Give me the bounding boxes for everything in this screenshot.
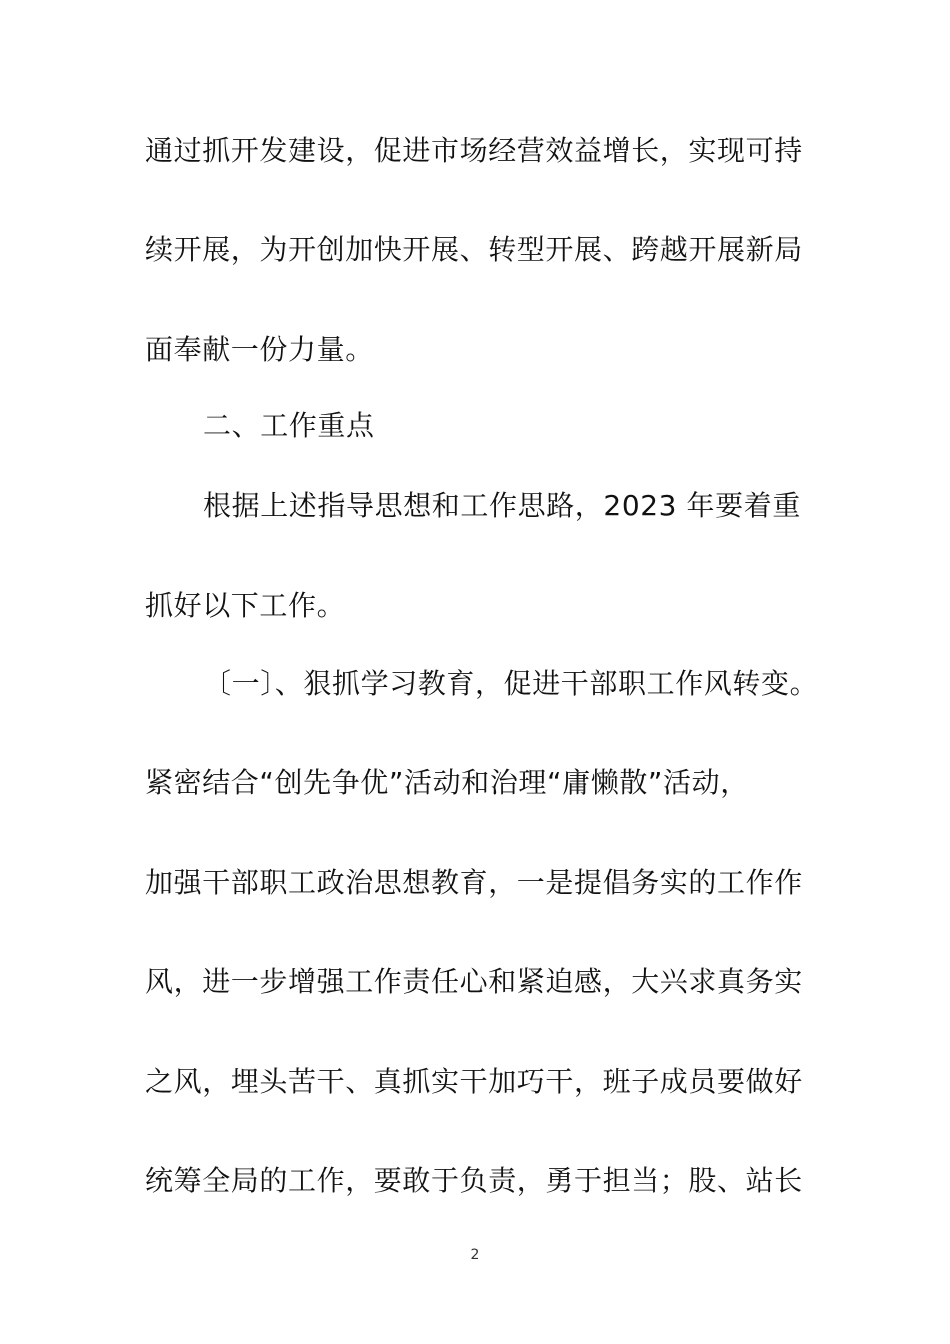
body-text-line: 风，进一步增强工作责任心和紧迫感，大兴求真务实 — [145, 965, 803, 998]
body-text-line: 面奉献一份力量。 — [145, 333, 374, 366]
subsection-heading: 〔一〕、狠抓学习教育，促进干部职工作风转变。 — [203, 667, 819, 700]
body-text-line: 统筹全局的工作，要敢于负责，勇于担当；股、站长 — [145, 1164, 803, 1197]
section-heading: 二、工作重点 — [203, 409, 375, 442]
body-text-line: 通过抓开发建设，促进市场经营效益增长，实现可持 — [145, 134, 803, 167]
page-number: 2 — [470, 1247, 480, 1263]
body-text-line: 紧密结合“创先争优”活动和治理“庸懒散”活动， — [145, 766, 749, 799]
body-text-line: 续开展，为开创加快开展、转型开展、跨越开展新局 — [145, 233, 803, 266]
body-text-line: 抓好以下工作。 — [145, 589, 346, 622]
body-text-line: 根据上述指导思想和工作思路，2023 年要着重 — [203, 489, 801, 522]
body-text-line: 加强干部职工政治思想教育，一是提倡务实的工作作 — [145, 866, 803, 899]
body-text-line: 之风，埋头苦干、真抓实干加巧干，班子成员要做好 — [145, 1065, 803, 1098]
